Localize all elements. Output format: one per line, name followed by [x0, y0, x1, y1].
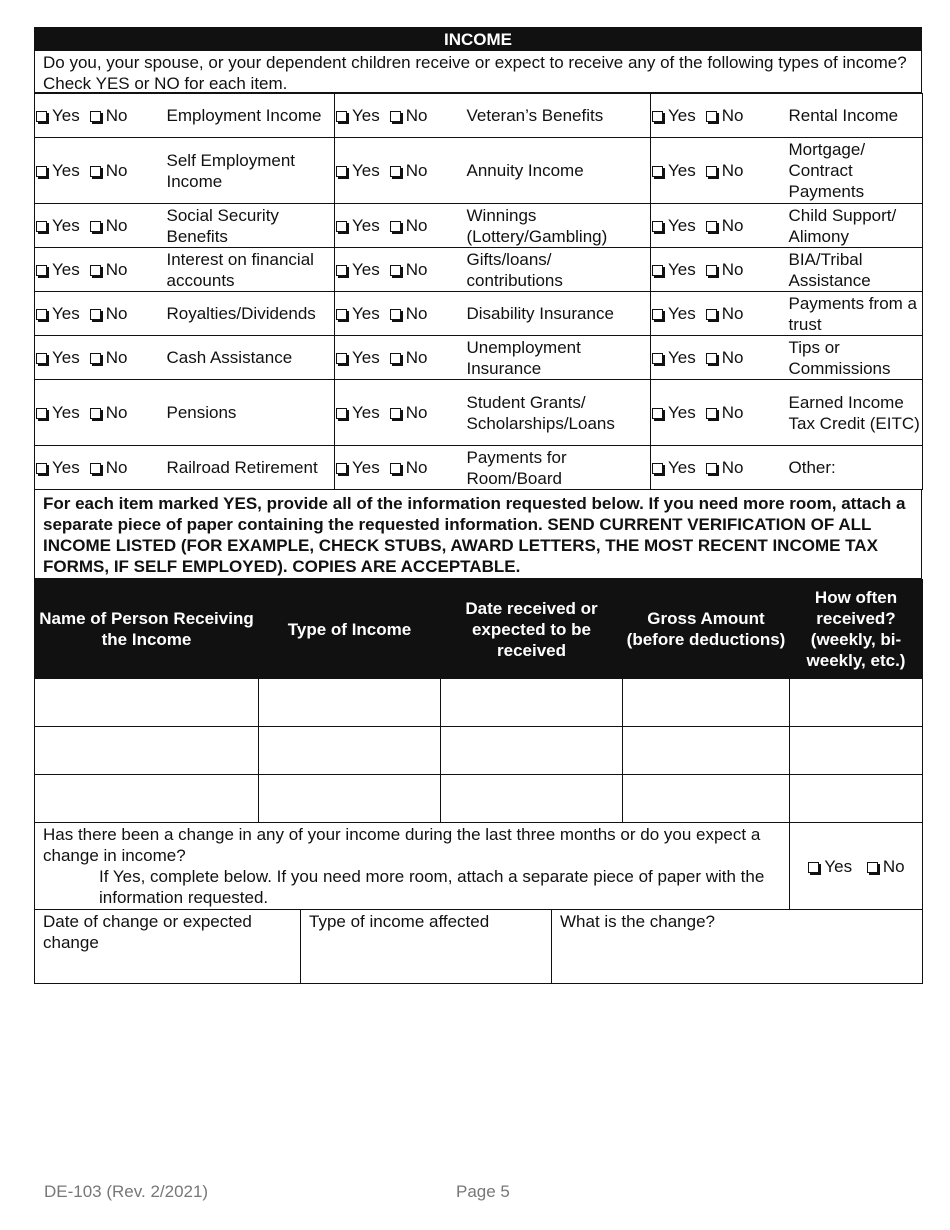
income-type-label: Social Security Benefits [161, 204, 335, 248]
no-checkbox[interactable] [90, 265, 101, 276]
change-instruction: If Yes, complete below. If you need more room, attach a separate piece of paper with the information requested. [99, 867, 765, 907]
date-received-field[interactable] [441, 775, 623, 823]
change-yes-checkbox[interactable] [808, 862, 819, 873]
yes-label: Yes [352, 161, 380, 180]
change-yes-no [790, 823, 923, 910]
yes-checkbox[interactable] [336, 408, 347, 419]
intro-text: Do you, your spouse, or your dependent children receive or expect to receive any of the following types of income? Check YES or NO for each item. [34, 51, 922, 93]
income-type-label: Payments from a trust [787, 292, 923, 336]
yes-no-cell [651, 292, 787, 336]
yes-label: Yes [52, 216, 80, 235]
no-checkbox[interactable] [706, 166, 717, 177]
person-name-field[interactable] [35, 775, 259, 823]
income-row [35, 336, 923, 380]
income-type-field[interactable] [259, 775, 441, 823]
income-types-table [34, 93, 923, 490]
income-row [35, 204, 923, 248]
yes-checkbox[interactable] [336, 221, 347, 232]
no-label: No [405, 216, 428, 235]
yes-checkbox[interactable] [36, 221, 47, 232]
income-type-field[interactable] [259, 679, 441, 727]
income-type-label: Winnings (Lottery/Gambling) [461, 204, 651, 248]
income-type-label: Child Support/ Alimony [787, 204, 923, 248]
no-checkbox[interactable] [90, 166, 101, 177]
change-no-checkbox[interactable] [867, 862, 878, 873]
frequency-field[interactable] [790, 775, 923, 823]
yes-label: Yes [668, 348, 696, 367]
no-checkbox[interactable] [90, 463, 101, 474]
header-date-received: Date received or expected to be received [441, 580, 623, 679]
no-label: No [405, 403, 428, 422]
yes-checkbox[interactable] [652, 221, 663, 232]
no-label: No [105, 260, 128, 279]
yes-label: Yes [52, 458, 80, 477]
income-type-label: Veteran’s Benefits [461, 94, 651, 138]
yes-label: Yes [668, 458, 696, 477]
yes-checkbox[interactable] [36, 166, 47, 177]
income-type-label: Railroad Retirement [161, 446, 335, 490]
no-checkbox[interactable] [90, 221, 101, 232]
no-label: No [105, 348, 128, 367]
no-label: No [405, 106, 428, 125]
header-frequency: How often received? (weekly, bi-weekly, etc.) [790, 580, 923, 679]
yes-checkbox[interactable] [36, 353, 47, 364]
no-label: No [882, 856, 905, 876]
no-label: No [105, 161, 128, 180]
yes-label: Yes [352, 304, 380, 323]
yes-label: Yes [668, 403, 696, 422]
yes-checkbox[interactable] [36, 265, 47, 276]
income-detail-table [34, 579, 923, 823]
no-checkbox[interactable] [90, 408, 101, 419]
yes-checkbox[interactable] [36, 463, 47, 474]
yes-label: Yes [52, 348, 80, 367]
yes-checkbox[interactable] [652, 265, 663, 276]
no-checkbox[interactable] [706, 309, 717, 320]
income-type-label: BIA/Tribal Assistance [787, 248, 923, 292]
no-checkbox[interactable] [390, 463, 401, 474]
yes-checkbox[interactable] [336, 265, 347, 276]
income-row [35, 138, 923, 204]
income-section [34, 27, 922, 984]
yes-checkbox[interactable] [652, 463, 663, 474]
income-type-label: Pensions [161, 380, 335, 446]
yes-label: Yes [668, 304, 696, 323]
no-checkbox[interactable] [90, 309, 101, 320]
income-affected-label: Type of income affected [309, 912, 490, 931]
income-type-label: Tips or Commissions [787, 336, 923, 380]
yes-label: Yes [824, 856, 853, 876]
yes-checkbox[interactable] [36, 408, 47, 419]
no-label: No [405, 161, 428, 180]
no-checkbox[interactable] [706, 463, 717, 474]
yes-no-cell [651, 336, 787, 380]
frequency-field[interactable] [790, 679, 923, 727]
no-checkbox[interactable] [390, 111, 401, 122]
what-changed-field[interactable] [552, 910, 923, 984]
no-label: No [105, 304, 128, 323]
income-row [35, 292, 923, 336]
no-label: No [405, 458, 428, 477]
no-checkbox[interactable] [90, 353, 101, 364]
no-label: No [105, 106, 128, 125]
income-type-label: Interest on financial accounts [161, 248, 335, 292]
no-checkbox[interactable] [390, 221, 401, 232]
yes-checkbox[interactable] [336, 353, 347, 364]
date-received-field[interactable] [441, 679, 623, 727]
no-label: No [721, 403, 744, 422]
person-name-field[interactable] [35, 679, 259, 727]
yes-no-cell [35, 138, 161, 204]
yes-label: Yes [352, 216, 380, 235]
yes-checkbox[interactable] [652, 408, 663, 419]
frequency-field[interactable] [790, 727, 923, 775]
income-row [35, 446, 923, 490]
no-checkbox[interactable] [390, 166, 401, 177]
no-label: No [105, 458, 128, 477]
no-checkbox[interactable] [390, 353, 401, 364]
yes-checkbox[interactable] [652, 166, 663, 177]
section-title: INCOME [34, 27, 922, 51]
yes-label: Yes [352, 106, 380, 125]
change-question: Has there been a change in any of your income during the last three months or do you expect a change in income? [43, 825, 761, 865]
income-type-label: Self Employment Income [161, 138, 335, 204]
yes-no-cell [335, 248, 461, 292]
yes-no-cell [335, 292, 461, 336]
date-of-change-field[interactable] [35, 910, 301, 984]
yes-no-cell [651, 138, 787, 204]
yes-no-cell [651, 446, 787, 490]
gross-amount-field[interactable] [623, 679, 790, 727]
yes-label: Yes [352, 348, 380, 367]
no-checkbox[interactable] [390, 265, 401, 276]
income-type-label: Employment Income [161, 94, 335, 138]
yes-checkbox[interactable] [336, 111, 347, 122]
no-label: No [105, 216, 128, 235]
gross-amount-field[interactable] [623, 775, 790, 823]
yes-no-cell [651, 94, 787, 138]
yes-checkbox[interactable] [336, 166, 347, 177]
income-type-label: Disability Insurance [461, 292, 651, 336]
yes-no-cell [651, 248, 787, 292]
income-type-label: Earned Income Tax Credit (EITC) [787, 380, 923, 446]
yes-no-cell [335, 204, 461, 248]
yes-label: Yes [668, 216, 696, 235]
detail-row [35, 775, 923, 823]
yes-label: Yes [352, 458, 380, 477]
no-checkbox[interactable] [706, 265, 717, 276]
no-checkbox[interactable] [706, 353, 717, 364]
yes-no-cell [35, 248, 161, 292]
yes-no-cell [651, 380, 787, 446]
no-label: No [721, 216, 744, 235]
income-type-label: Unemployment Insurance [461, 336, 651, 380]
no-label: No [721, 304, 744, 323]
income-type-label: Annuity Income [461, 138, 651, 204]
income-change-table [34, 823, 923, 910]
yes-label: Yes [668, 161, 696, 180]
income-type-label: Rental Income [787, 94, 923, 138]
no-label: No [721, 260, 744, 279]
header-income-type: Type of Income [259, 580, 441, 679]
yes-no-cell [35, 94, 161, 138]
no-checkbox[interactable] [706, 111, 717, 122]
no-checkbox[interactable] [706, 221, 717, 232]
income-type-label: Other: [787, 446, 923, 490]
yes-checkbox[interactable] [336, 309, 347, 320]
yes-no-cell [35, 292, 161, 336]
yes-no-cell [651, 204, 787, 248]
yes-label: Yes [52, 260, 80, 279]
detail-row [35, 727, 923, 775]
income-affected-field[interactable] [301, 910, 552, 984]
yes-checkbox[interactable] [336, 463, 347, 474]
yes-checkbox[interactable] [36, 111, 47, 122]
yes-no-cell [335, 336, 461, 380]
date-of-change-label: Date of change or expected change [43, 912, 252, 952]
no-label: No [405, 348, 428, 367]
header-gross-amount: Gross Amount (before deductions) [623, 580, 790, 679]
yes-label: Yes [668, 106, 696, 125]
date-received-field[interactable] [441, 727, 623, 775]
person-name-field[interactable] [35, 727, 259, 775]
yes-label: Yes [352, 403, 380, 422]
yes-checkbox[interactable] [652, 309, 663, 320]
income-row [35, 94, 923, 138]
yes-no-cell [35, 446, 161, 490]
yes-no-cell [335, 138, 461, 204]
no-checkbox[interactable] [390, 309, 401, 320]
yes-no-cell [35, 204, 161, 248]
header-person-name: Name of Person Receiving the Income [35, 580, 259, 679]
no-label: No [721, 348, 744, 367]
income-type-label: Student Grants/ Scholarships/Loans [461, 380, 651, 446]
page-number: Page 5 [456, 1182, 510, 1201]
no-checkbox[interactable] [90, 111, 101, 122]
no-label: No [405, 304, 428, 323]
what-changed-label: What is the change? [560, 912, 715, 931]
yes-label: Yes [668, 260, 696, 279]
yes-no-cell [335, 446, 461, 490]
income-type-label: Royalties/Dividends [161, 292, 335, 336]
yes-checkbox[interactable] [652, 353, 663, 364]
no-label: No [105, 403, 128, 422]
no-label: No [721, 458, 744, 477]
yes-label: Yes [52, 403, 80, 422]
yes-no-cell [335, 94, 461, 138]
yes-label: Yes [52, 161, 80, 180]
no-label: No [721, 161, 744, 180]
gross-amount-field[interactable] [623, 727, 790, 775]
no-checkbox[interactable] [706, 408, 717, 419]
change-detail-table [34, 910, 923, 984]
income-type-label: Payments for Room/Board [461, 446, 651, 490]
income-type-label: Mortgage/ Contract Payments [787, 138, 923, 204]
form-id: DE-103 (Rev. 2/2021) [44, 1182, 209, 1201]
yes-label: Yes [52, 304, 80, 323]
yes-label: Yes [352, 260, 380, 279]
income-type-field[interactable] [259, 727, 441, 775]
income-type-label: Cash Assistance [161, 336, 335, 380]
no-label: No [721, 106, 744, 125]
yes-label: Yes [52, 106, 80, 125]
yes-no-cell [335, 380, 461, 446]
income-type-label: Gifts/loans/ contributions [461, 248, 651, 292]
yes-no-cell [35, 336, 161, 380]
yes-checkbox[interactable] [36, 309, 47, 320]
detail-row [35, 679, 923, 727]
verification-notice: For each item marked YES, provide all of the information requested below. If you need more room, attach a separate piece of paper containing the requested information. SEND CURRENT VERIFICATION OF ALL INCOME LISTED (FOR EXAMPLE, CHECK STUBS, AWARD LETTERS, THE MOST RECENT INCOME TAX FORMS, IF SELF EMPLOYED). COPIES ARE ACCEPTABLE. [34, 490, 922, 579]
income-row [35, 248, 923, 292]
no-checkbox[interactable] [390, 408, 401, 419]
change-question-cell [35, 823, 790, 910]
no-label: No [405, 260, 428, 279]
income-row [35, 380, 923, 446]
yes-checkbox[interactable] [652, 111, 663, 122]
yes-no-cell [35, 380, 161, 446]
